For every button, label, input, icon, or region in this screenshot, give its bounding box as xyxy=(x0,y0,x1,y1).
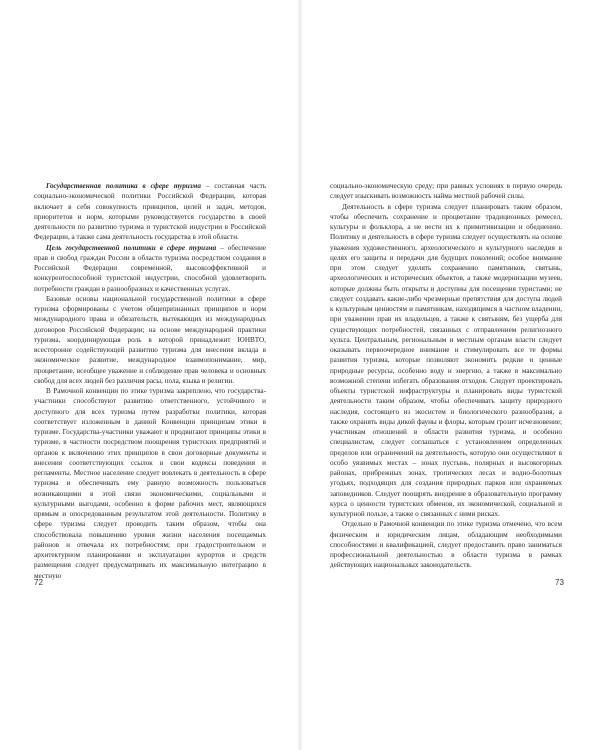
page-number-right: 73 xyxy=(555,578,564,587)
term-heading: Цель государственной политики в сфере туризма xyxy=(46,243,217,252)
paragraph: Деятельность в сфере туризма следует планировать таким образом, чтобы обеспечить сохранение и процветание традиционных ремесел, культуры и фольклора, а не вести их к примитивизации и обеднению. Политику и деятельность в сфере туризма следует осуществлять на основе уважения художественного, археологического и культурного наследия в целях его защиты и передачи для будущих поколений; особое внимание при этом следует уделять сохранению памятников, святынь, археологических и исторических объектов, а также модернизации музеев, которые должны быть открыты и доступны для посещения туристами; не следует создавать какие-либо чрезмерные препятствия для доступа людей к культурным ценностям и памятникам, находящимся в частном владении, при уважении прав их владельцев, а также к святыням, без ущерба для существующих потребностей, связанных с отправлением религиозного культа. Центральным, региональным и местным органам власти следует оказывать первоочередное внимание и стимулировать все те формы развития туризма, которые позволяют экономить редкие и ценные природные ресурсы, особенно воду и энергию, а также в максимально возможной степени избегать образования отходов. Следует проектировать объекты туристской инфраструктуры и планировать виды туристской деятельности таким образом, чтобы обеспечивать защиту природного наследия, состоящего из экосистем и биологического разнообразия, а также охранять виды дикой фауны и флоры, которым грозит исчезновение; участникам отношений в области развития туризма, и особенно специалистам, следует соглашаться с установлением определенных пределов или ограничений на деятельность, которую они осуществляют в особо уязвимых местах – зонах пустынь, полярных и высокогорных районах, прибрежных зонах, тропических лесах и водно-болотных угодьях, подходящих для создания природных парков или охраняемых заповедников. Следует поощрять внедрение в образовательную программу курса о ценности туристских обменов, их экономической, социальной и культурной пользе, а также о связанных с ними рисках. xyxy=(330,202,562,518)
page-number-left: 72 xyxy=(34,578,43,587)
paragraph: социально-экономическую среду; при равных условиях в первую очередь следует изыскивать возможность найма местной рабочей силы. xyxy=(330,182,562,201)
paragraph xyxy=(34,181,266,243)
left-page-text xyxy=(34,181,266,581)
paragraph: Отдельно в Рамочной конвенции по этике туризма отмечено, что всем физическим и юридическим лицам, обладающим необходимыми способностями и квалификацией, следует предоставить право заниматься профессиональной деятельностью в области туризма в рамках действующих национальных законодательств. xyxy=(330,520,562,570)
paragraph-text: – составная часть социально-экономической политики Российской Федерации, которая включает в себя совокупность принципов, целей и задач, методов, приоритетов и норм, которыми руководствуется государство в своей деятельности по развитию туризма и туристской индустрии в Российской Федерации, а также сама деятельность государства в этой области. xyxy=(34,182,266,242)
paragraph-text: – обеспечение прав и свобод граждан России в области туризма посредством создания в Российской Федерации современной, высокоэффективной и конкурентоспособной туристской индустрии, способной удовлетворить потребности граждан в разнообразных и качественных услугах. xyxy=(34,243,266,293)
right-page-text xyxy=(330,181,562,571)
book-gutter xyxy=(297,0,303,750)
paragraph xyxy=(34,243,266,294)
term-heading: Государственная политика в сфере туризма xyxy=(46,182,201,190)
paragraph: Базовые основы национальной государственной политики в сфере туризма сформированы с учетом общепризнанных принципов и норм международного права и обязательств, вытекающих из международных договоров Российской Федерации; на основе международной практики туризма, координирующая роль в которой принадлежит ЮНВТО, всесторонне содействующей развитию туризма для внесения вклада в экономическое развитие, международное взаимопонимание, мир, процветание, всеобщее уважение и соблюдение прав человека и основных свобод для всех людей без различия расы, пола, языка и религии. xyxy=(34,294,266,385)
paragraph: В Рамочной конвенции по этике туризма закреплено, что государства-участники способствуют развитию ответственного, устойчивого и доступного для всех туризма путем разработки политики, которая соответствует изложенным в данной Конвенции принципам этики в туризме. Государства-участники уважают и продвигают принципы этики в туризме, в частности посредством поощрения туристских предприятий и органов к включению этих принципов в свои договорные документы и внесения соответствующих ссылок в свои кодексы поведения и регламенты. Местное население следует вовлекать в деятельность в сфере туризма и обеспечивать ему равную возможность пользоваться возникающими в этой связи экономическими, социальными и культурными выгодами, особенно в форме рабочих мест, являющихся прямым и опосредованным результатом этой деятельности. Политику в сфере туризма следует проводить таким образом, чтобы она способствовала повышению уровня жизни населения посещаемых районов и отвечала их потребностям; при градостроительном и архитектурном планировании и эксплуатации курортов и средств размещения следует предусматривать их максимальную интеграцию в местную xyxy=(34,387,266,580)
